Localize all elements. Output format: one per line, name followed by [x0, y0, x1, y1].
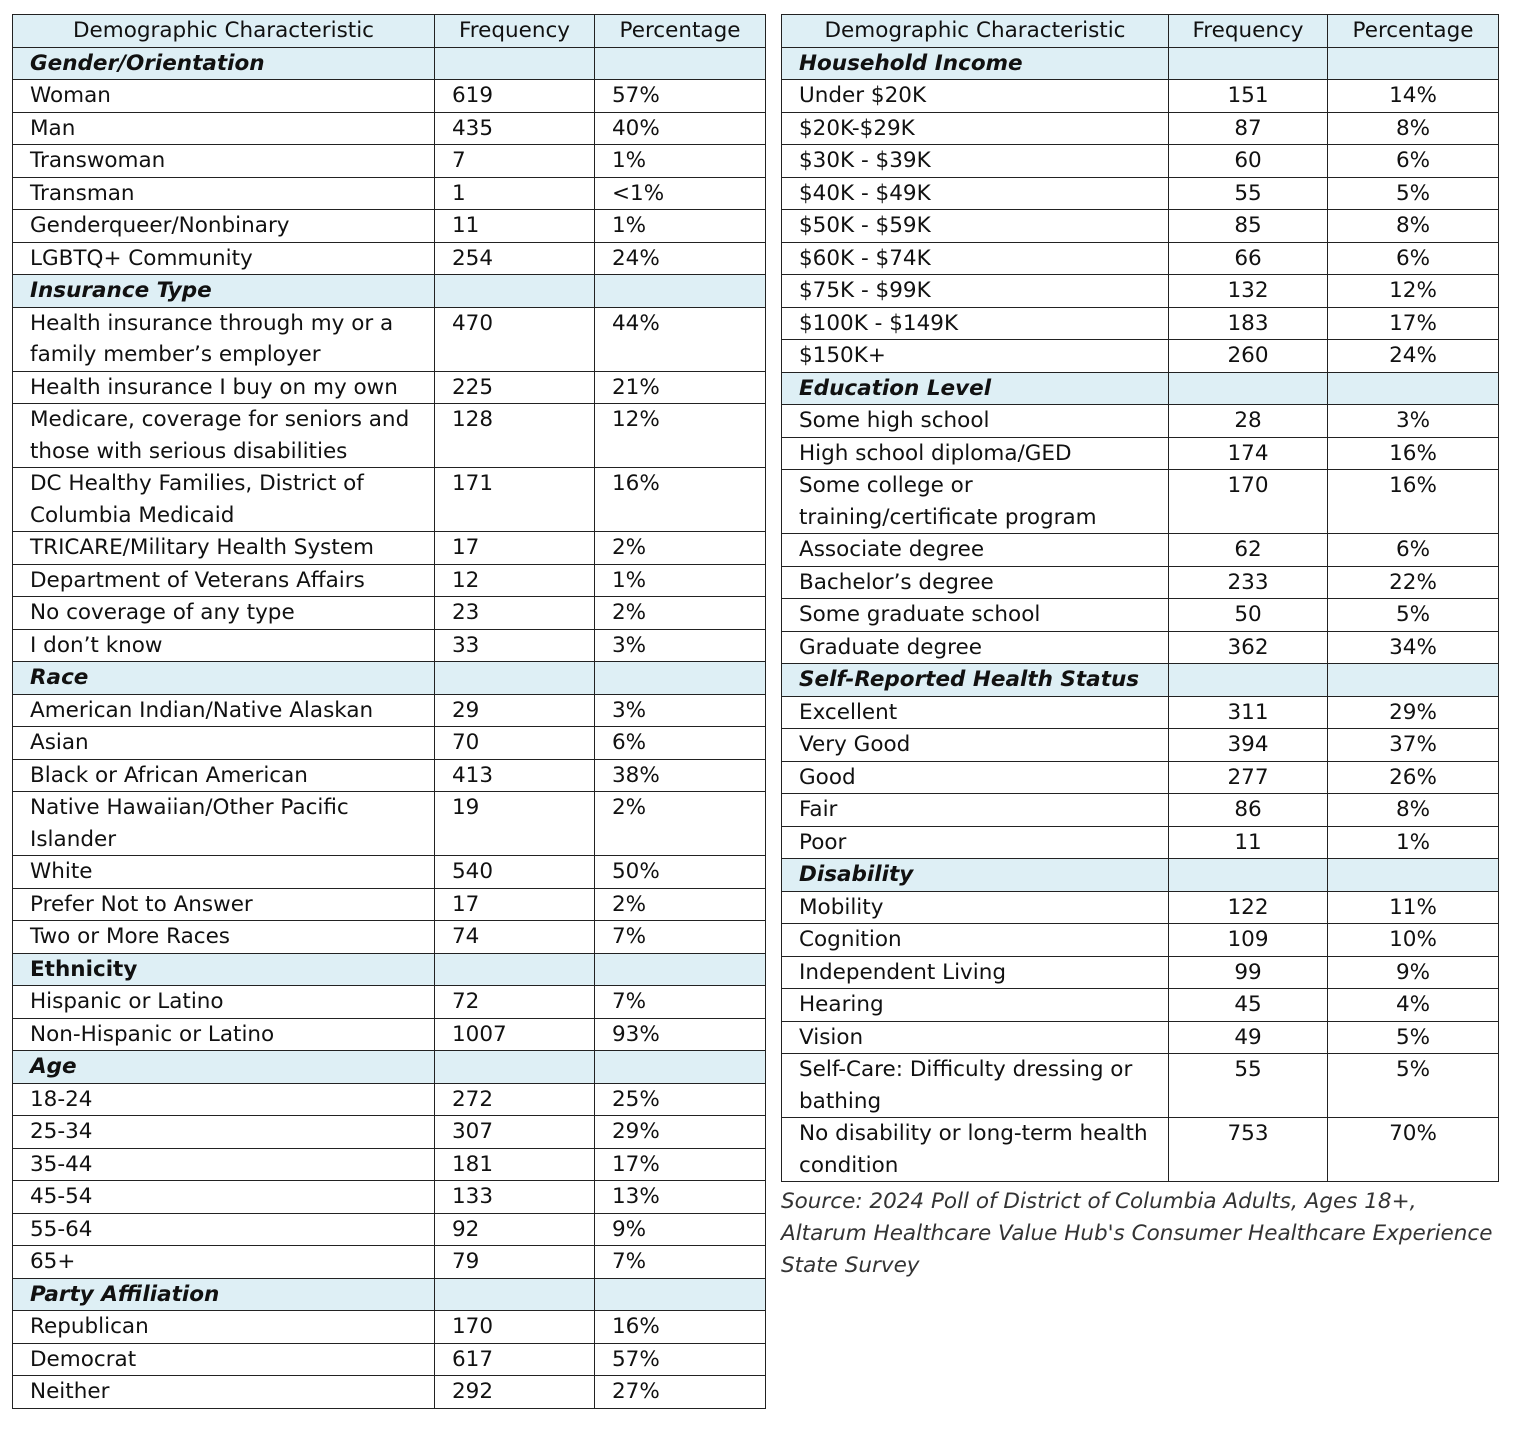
- percentage-cell: 9%: [595, 1213, 766, 1246]
- percentage-cell: 16%: [1328, 470, 1499, 534]
- table-row: [782, 1118, 1499, 1182]
- frequency-cell: 86: [1169, 794, 1328, 827]
- frequency-cell: 74: [435, 921, 595, 954]
- section-row-race: [13, 662, 766, 695]
- section-empty-cell: [1169, 372, 1328, 405]
- section-empty-cell: [595, 953, 766, 986]
- characteristic-cell: Black or African American: [13, 759, 435, 792]
- table-row: [782, 470, 1499, 534]
- characteristic-cell: Medicare, coverage for seniors and those with serious disabilities: [13, 404, 435, 468]
- percentage-cell: 13%: [595, 1181, 766, 1214]
- section-title: Self-Reported Health Status: [782, 664, 1169, 697]
- frequency-cell: 225: [435, 371, 595, 404]
- frequency-cell: 292: [435, 1376, 595, 1409]
- percentage-cell: 70%: [1328, 1118, 1499, 1182]
- frequency-cell: 99: [1169, 956, 1328, 989]
- section-empty-cell: [435, 275, 595, 308]
- characteristic-cell: Associate degree: [782, 534, 1169, 567]
- characteristic-cell: $75K - $99K: [782, 275, 1169, 308]
- percentage-cell: 14%: [1328, 80, 1499, 113]
- frequency-cell: 11: [1169, 826, 1328, 859]
- percentage-cell: 93%: [595, 1018, 766, 1051]
- characteristic-cell: 35-44: [13, 1148, 435, 1181]
- frequency-cell: 87: [1169, 112, 1328, 145]
- table-row: [13, 888, 766, 921]
- section-row-age: [13, 1051, 766, 1084]
- characteristic-cell: 25-34: [13, 1116, 435, 1149]
- characteristic-cell: Graduate degree: [782, 631, 1169, 664]
- table-header-row: [13, 15, 766, 48]
- table-row: [782, 534, 1499, 567]
- section-empty-cell: [435, 1278, 595, 1311]
- frequency-cell: 66: [1169, 242, 1328, 275]
- left-table-body: [13, 15, 766, 1409]
- percentage-cell: 3%: [1328, 405, 1499, 438]
- characteristic-cell: Fair: [782, 794, 1169, 827]
- right-table-body: [782, 15, 1499, 1182]
- header-frequency: Frequency: [1169, 15, 1328, 48]
- frequency-cell: 435: [435, 112, 595, 145]
- percentage-cell: 22%: [1328, 566, 1499, 599]
- table-row: [782, 177, 1499, 210]
- characteristic-cell: High school diploma/GED: [782, 437, 1169, 470]
- frequency-cell: 307: [435, 1116, 595, 1149]
- table-row: [782, 275, 1499, 308]
- frequency-cell: 55: [1169, 177, 1328, 210]
- table-row: [13, 1311, 766, 1344]
- percentage-cell: 1%: [595, 564, 766, 597]
- section-empty-cell: [1169, 47, 1328, 80]
- frequency-cell: 122: [1169, 891, 1328, 924]
- table-row: [782, 80, 1499, 113]
- percentage-cell: 8%: [1328, 112, 1499, 145]
- characteristic-cell: Some college or training/certificate program: [782, 470, 1169, 534]
- frequency-cell: 55: [1169, 1054, 1328, 1118]
- table-row: [13, 1213, 766, 1246]
- section-row-gender-orientation: [13, 47, 766, 80]
- characteristic-cell: Department of Veterans Affairs: [13, 564, 435, 597]
- frequency-cell: 49: [1169, 1021, 1328, 1054]
- characteristic-cell: Man: [13, 112, 435, 145]
- header-frequency: Frequency: [435, 15, 595, 48]
- percentage-cell: 17%: [1328, 307, 1499, 340]
- characteristic-cell: Non-Hispanic or Latino: [13, 1018, 435, 1051]
- frequency-cell: 170: [435, 1311, 595, 1344]
- percentage-cell: <1%: [595, 177, 766, 210]
- table-row: [782, 794, 1499, 827]
- percentage-cell: 6%: [1328, 534, 1499, 567]
- section-row-education-level: [782, 372, 1499, 405]
- section-title: Party Affiliation: [13, 1278, 435, 1311]
- characteristic-cell: Hispanic or Latino: [13, 986, 435, 1019]
- characteristic-cell: Republican: [13, 1311, 435, 1344]
- table-row: [782, 566, 1499, 599]
- percentage-cell: 12%: [1328, 275, 1499, 308]
- percentage-cell: 8%: [1328, 210, 1499, 243]
- table-row: [13, 629, 766, 662]
- percentage-cell: 44%: [595, 307, 766, 371]
- percentage-cell: 34%: [1328, 631, 1499, 664]
- section-title: Disability: [782, 859, 1169, 892]
- section-row-insurance-type: [13, 275, 766, 308]
- characteristic-cell: 45-54: [13, 1181, 435, 1214]
- percentage-cell: 11%: [1328, 891, 1499, 924]
- frequency-cell: 170: [1169, 470, 1328, 534]
- frequency-cell: 1: [435, 177, 595, 210]
- characteristic-cell: DC Healthy Families, District of Columbia Medicaid: [13, 468, 435, 532]
- percentage-cell: 5%: [1328, 1054, 1499, 1118]
- table-row: [782, 891, 1499, 924]
- table-row: [782, 210, 1499, 243]
- table-header-row: [782, 15, 1499, 48]
- characteristic-cell: $40K - $49K: [782, 177, 1169, 210]
- characteristic-cell: Poor: [782, 826, 1169, 859]
- frequency-cell: 45: [1169, 989, 1328, 1022]
- table-row: [13, 112, 766, 145]
- frequency-cell: 19: [435, 792, 595, 856]
- frequency-cell: 277: [1169, 761, 1328, 794]
- percentage-cell: 8%: [1328, 794, 1499, 827]
- table-row: [13, 1018, 766, 1051]
- frequency-cell: 23: [435, 597, 595, 630]
- percentage-cell: 16%: [595, 1311, 766, 1344]
- characteristic-cell: Vision: [782, 1021, 1169, 1054]
- characteristic-cell: Health insurance through my or a family member’s employer: [13, 307, 435, 371]
- percentage-cell: 21%: [595, 371, 766, 404]
- table-row: [13, 468, 766, 532]
- percentage-cell: 7%: [595, 986, 766, 1019]
- frequency-cell: 394: [1169, 729, 1328, 762]
- frequency-cell: 17: [435, 532, 595, 565]
- percentage-cell: 26%: [1328, 761, 1499, 794]
- characteristic-cell: $60K - $74K: [782, 242, 1169, 275]
- percentage-cell: 2%: [595, 532, 766, 565]
- percentage-cell: 37%: [1328, 729, 1499, 762]
- percentage-cell: 6%: [595, 727, 766, 760]
- table-row: [13, 532, 766, 565]
- percentage-cell: 1%: [595, 210, 766, 243]
- percentage-cell: 29%: [1328, 696, 1499, 729]
- characteristic-cell: Democrat: [13, 1343, 435, 1376]
- frequency-cell: 617: [435, 1343, 595, 1376]
- table-row: [13, 404, 766, 468]
- characteristic-cell: Prefer Not to Answer: [13, 888, 435, 921]
- table-row: [782, 729, 1499, 762]
- table-row: [782, 599, 1499, 632]
- frequency-cell: 29: [435, 694, 595, 727]
- characteristic-cell: I don’t know: [13, 629, 435, 662]
- characteristic-cell: Transwoman: [13, 145, 435, 178]
- characteristic-cell: Very Good: [782, 729, 1169, 762]
- frequency-cell: 540: [435, 856, 595, 889]
- percentage-cell: 2%: [595, 888, 766, 921]
- characteristic-cell: Genderqueer/Nonbinary: [13, 210, 435, 243]
- percentage-cell: 29%: [595, 1116, 766, 1149]
- percentage-cell: 3%: [595, 629, 766, 662]
- characteristic-cell: $100K - $149K: [782, 307, 1169, 340]
- characteristic-cell: Hearing: [782, 989, 1169, 1022]
- characteristic-cell: American Indian/Native Alaskan: [13, 694, 435, 727]
- table-row: [13, 856, 766, 889]
- frequency-cell: 133: [435, 1181, 595, 1214]
- frequency-cell: 79: [435, 1246, 595, 1279]
- characteristic-cell: LGBTQ+ Community: [13, 242, 435, 275]
- frequency-cell: 272: [435, 1083, 595, 1116]
- section-empty-cell: [595, 662, 766, 695]
- characteristic-cell: Excellent: [782, 696, 1169, 729]
- frequency-cell: 50: [1169, 599, 1328, 632]
- table-row: [13, 1116, 766, 1149]
- characteristic-cell: Some high school: [782, 405, 1169, 438]
- percentage-cell: 50%: [595, 856, 766, 889]
- percentage-cell: 38%: [595, 759, 766, 792]
- frequency-cell: 132: [1169, 275, 1328, 308]
- percentage-cell: 25%: [595, 1083, 766, 1116]
- table-row: [13, 177, 766, 210]
- table-row: [13, 759, 766, 792]
- table-row: [13, 1148, 766, 1181]
- characteristic-cell: Native Hawaiian/Other Pacific Islander: [13, 792, 435, 856]
- percentage-cell: 2%: [595, 792, 766, 856]
- frequency-cell: 470: [435, 307, 595, 371]
- frequency-cell: 183: [1169, 307, 1328, 340]
- characteristic-cell: $50K - $59K: [782, 210, 1169, 243]
- frequency-cell: 151: [1169, 80, 1328, 113]
- frequency-cell: 1007: [435, 1018, 595, 1051]
- percentage-cell: 5%: [1328, 1021, 1499, 1054]
- characteristic-cell: Good: [782, 761, 1169, 794]
- frequency-cell: 128: [435, 404, 595, 468]
- percentage-cell: 12%: [595, 404, 766, 468]
- percentage-cell: 40%: [595, 112, 766, 145]
- table-row: [782, 761, 1499, 794]
- section-empty-cell: [595, 1278, 766, 1311]
- section-title: Insurance Type: [13, 275, 435, 308]
- section-empty-cell: [1328, 372, 1499, 405]
- percentage-cell: 4%: [1328, 989, 1499, 1022]
- characteristic-cell: Bachelor’s degree: [782, 566, 1169, 599]
- table-row: [782, 405, 1499, 438]
- header-percentage: Percentage: [1328, 15, 1499, 48]
- characteristic-cell: $150K+: [782, 340, 1169, 373]
- table-row: [782, 242, 1499, 275]
- table-row: [782, 956, 1499, 989]
- table-row: [782, 112, 1499, 145]
- percentage-cell: 57%: [595, 1343, 766, 1376]
- frequency-cell: 413: [435, 759, 595, 792]
- characteristic-cell: 55-64: [13, 1213, 435, 1246]
- section-title: Household Income: [782, 47, 1169, 80]
- percentage-cell: 16%: [595, 468, 766, 532]
- characteristic-cell: Cognition: [782, 924, 1169, 957]
- characteristic-cell: Independent Living: [782, 956, 1169, 989]
- table-row: [13, 921, 766, 954]
- right-demographics-table: [781, 14, 1499, 1182]
- frequency-cell: 362: [1169, 631, 1328, 664]
- percentage-cell: 5%: [1328, 177, 1499, 210]
- percentage-cell: 16%: [1328, 437, 1499, 470]
- section-empty-cell: [1328, 859, 1499, 892]
- table-row: [13, 371, 766, 404]
- left-demographics-table: [12, 14, 766, 1409]
- percentage-cell: 57%: [595, 80, 766, 113]
- table-row: [13, 986, 766, 1019]
- frequency-cell: 254: [435, 242, 595, 275]
- section-empty-cell: [1328, 47, 1499, 80]
- frequency-cell: 85: [1169, 210, 1328, 243]
- section-empty-cell: [435, 47, 595, 80]
- table-row: [13, 242, 766, 275]
- characteristic-cell: Under $20K: [782, 80, 1169, 113]
- table-row: [782, 826, 1499, 859]
- percentage-cell: 6%: [1328, 242, 1499, 275]
- percentage-cell: 1%: [595, 145, 766, 178]
- table-row: [13, 1246, 766, 1279]
- frequency-cell: 17: [435, 888, 595, 921]
- section-row-disability: [782, 859, 1499, 892]
- table-row: [13, 564, 766, 597]
- table-row: [782, 631, 1499, 664]
- frequency-cell: 70: [435, 727, 595, 760]
- section-empty-cell: [595, 47, 766, 80]
- percentage-cell: 7%: [595, 1246, 766, 1279]
- frequency-cell: 11: [435, 210, 595, 243]
- frequency-cell: 181: [435, 1148, 595, 1181]
- section-title: Age: [13, 1051, 435, 1084]
- characteristic-cell: White: [13, 856, 435, 889]
- table-row: [13, 1343, 766, 1376]
- table-row: [13, 597, 766, 630]
- section-empty-cell: [435, 953, 595, 986]
- table-row: [782, 1021, 1499, 1054]
- section-row-ethnicity: [13, 953, 766, 986]
- table-row: [782, 696, 1499, 729]
- table-row: [13, 1083, 766, 1116]
- section-empty-cell: [1169, 664, 1328, 697]
- frequency-cell: 171: [435, 468, 595, 532]
- characteristic-cell: Some graduate school: [782, 599, 1169, 632]
- table-row: [782, 1054, 1499, 1118]
- characteristic-cell: Asian: [13, 727, 435, 760]
- section-empty-cell: [435, 662, 595, 695]
- section-row-household-income: [782, 47, 1499, 80]
- characteristic-cell: $30K - $39K: [782, 145, 1169, 178]
- percentage-cell: 3%: [595, 694, 766, 727]
- source-note: Source: 2024 Poll of District of Columbia Adults, Ages 18+, Altarum Healthcare Value Hub's Consumer Healthcare Experience State Survey: [781, 1189, 1493, 1278]
- section-row-party-affiliation: [13, 1278, 766, 1311]
- characteristic-cell: No disability or long-term health condition: [782, 1118, 1169, 1182]
- table-row: [782, 340, 1499, 373]
- frequency-cell: 72: [435, 986, 595, 1019]
- section-title: Gender/Orientation: [13, 47, 435, 80]
- table-row: [13, 307, 766, 371]
- table-row: [782, 437, 1499, 470]
- frequency-cell: 60: [1169, 145, 1328, 178]
- frequency-cell: 311: [1169, 696, 1328, 729]
- characteristic-cell: TRICARE/Military Health System: [13, 532, 435, 565]
- characteristic-cell: No coverage of any type: [13, 597, 435, 630]
- table-row: [782, 924, 1499, 957]
- percentage-cell: 6%: [1328, 145, 1499, 178]
- characteristic-cell: $20K-$29K: [782, 112, 1169, 145]
- characteristic-cell: Transman: [13, 177, 435, 210]
- section-empty-cell: [595, 1051, 766, 1084]
- section-title: Ethnicity: [13, 953, 435, 986]
- characteristic-cell: Woman: [13, 80, 435, 113]
- frequency-cell: 33: [435, 629, 595, 662]
- percentage-cell: 10%: [1328, 924, 1499, 957]
- table-row: [13, 1181, 766, 1214]
- table-row: [782, 145, 1499, 178]
- characteristic-cell: Mobility: [782, 891, 1169, 924]
- section-empty-cell: [435, 1051, 595, 1084]
- percentage-cell: 7%: [595, 921, 766, 954]
- percentage-cell: 17%: [595, 1148, 766, 1181]
- frequency-cell: 28: [1169, 405, 1328, 438]
- frequency-cell: 62: [1169, 534, 1328, 567]
- percentage-cell: 27%: [595, 1376, 766, 1409]
- header-percentage: Percentage: [595, 15, 766, 48]
- frequency-cell: 12: [435, 564, 595, 597]
- frequency-cell: 260: [1169, 340, 1328, 373]
- frequency-cell: 233: [1169, 566, 1328, 599]
- percentage-cell: 24%: [595, 242, 766, 275]
- frequency-cell: 92: [435, 1213, 595, 1246]
- table-row: [13, 145, 766, 178]
- section-title: Education Level: [782, 372, 1169, 405]
- characteristic-cell: Neither: [13, 1376, 435, 1409]
- frequency-cell: 109: [1169, 924, 1328, 957]
- section-empty-cell: [595, 275, 766, 308]
- percentage-cell: 9%: [1328, 956, 1499, 989]
- frequency-cell: 619: [435, 80, 595, 113]
- frequency-cell: 753: [1169, 1118, 1328, 1182]
- table-row: [13, 792, 766, 856]
- header-characteristic: Demographic Characteristic: [782, 15, 1169, 48]
- frequency-cell: 7: [435, 145, 595, 178]
- table-row: [13, 694, 766, 727]
- section-empty-cell: [1328, 664, 1499, 697]
- characteristic-cell: Health insurance I buy on my own: [13, 371, 435, 404]
- header-characteristic: Demographic Characteristic: [13, 15, 435, 48]
- table-row: [13, 210, 766, 243]
- characteristic-cell: 18-24: [13, 1083, 435, 1116]
- table-row: [13, 1376, 766, 1409]
- section-title: Race: [13, 662, 435, 695]
- characteristic-cell: Self-Care: Difficulty dressing or bathing: [782, 1054, 1169, 1118]
- characteristic-cell: 65+: [13, 1246, 435, 1279]
- section-empty-cell: [1169, 859, 1328, 892]
- characteristic-cell: Two or More Races: [13, 921, 435, 954]
- table-row: [13, 727, 766, 760]
- percentage-cell: 24%: [1328, 340, 1499, 373]
- percentage-cell: 2%: [595, 597, 766, 630]
- table-row: [782, 989, 1499, 1022]
- section-row-self-reported-health-status: [782, 664, 1499, 697]
- table-row: [782, 307, 1499, 340]
- percentage-cell: 5%: [1328, 599, 1499, 632]
- frequency-cell: 174: [1169, 437, 1328, 470]
- percentage-cell: 1%: [1328, 826, 1499, 859]
- table-row: [13, 80, 766, 113]
